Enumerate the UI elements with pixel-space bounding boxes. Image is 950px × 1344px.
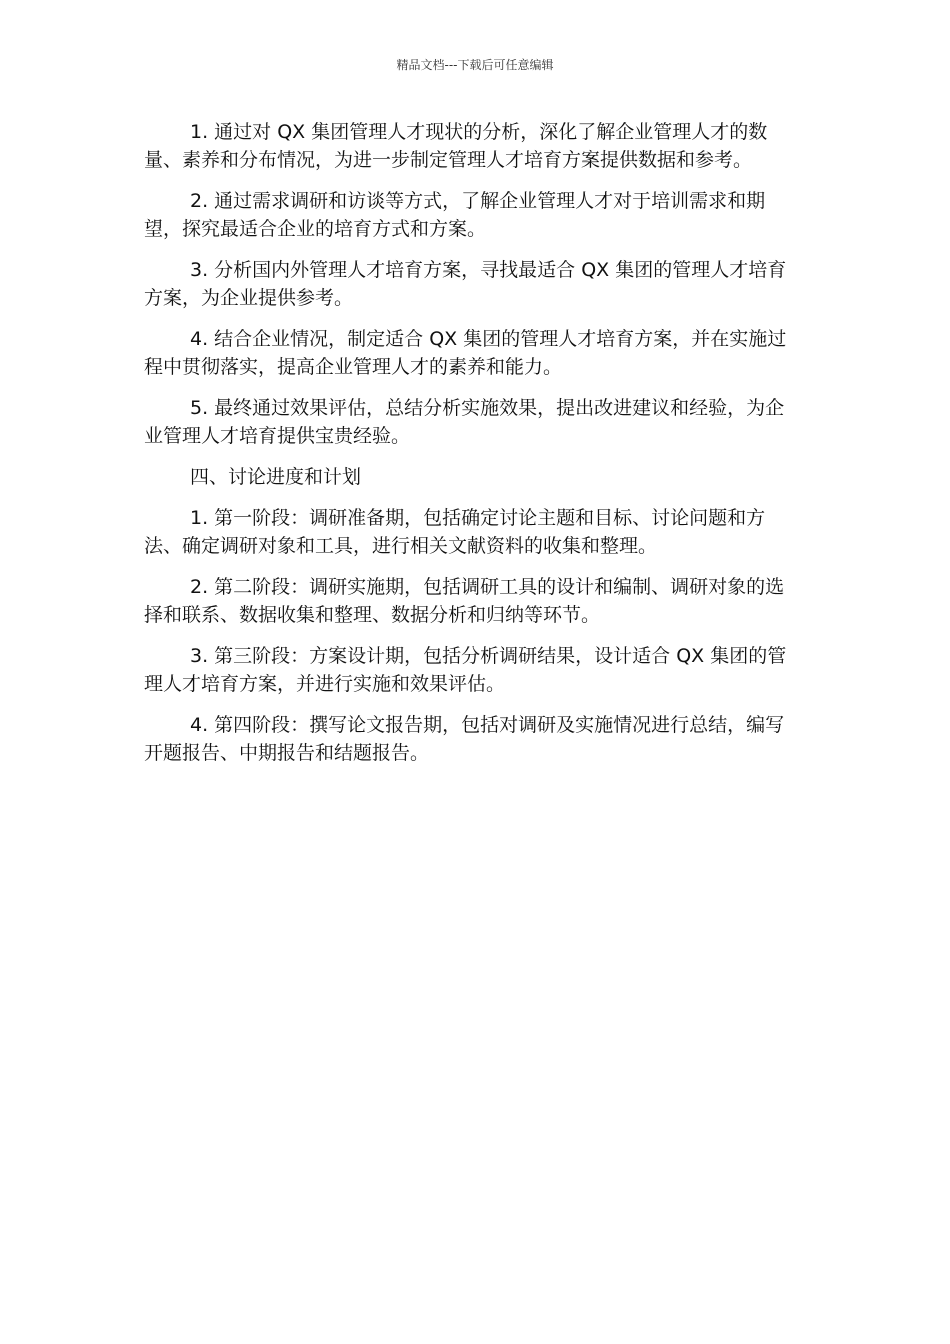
paragraph-stage-3: 3. 第三阶段：方案设计期，包括分析调研结果，设计适合 QX 集团的管理人才培育方案，并进行实施和效果评估。 bbox=[144, 645, 787, 695]
document-body bbox=[144, 118, 800, 780]
section-heading-schedule: 四、讨论进度和计划 bbox=[190, 466, 362, 488]
paragraph-objective-4: 4. 结合企业情况，制定适合 QX 集团的管理人才培育方案，并在实施过程中贯彻落实，提高企业管理人才的素养和能力。 bbox=[144, 328, 787, 378]
paragraph-stage-1: 1. 第一阶段：调研准备期，包括确定讨论主题和目标、讨论问题和方法、确定调研对象和工具，进行相关文献资料的收集和整理。 bbox=[144, 507, 766, 557]
paragraph-objective-1: 1. 通过对 QX 集团管理人才现状的分析，深化了解企业管理人才的数量、素养和分布情况，为进一步制定管理人才培育方案提供数据和参考。 bbox=[144, 121, 768, 171]
paragraph-objective-5: 5. 最终通过效果评估，总结分析实施效果，提出改进建议和经验，为企业管理人才培育提供宝贵经验。 bbox=[144, 397, 785, 447]
paragraph-objective-2: 2. 通过需求调研和访谈等方式，了解企业管理人才对于培训需求和期望，探究最适合企业的培育方式和方案。 bbox=[144, 190, 766, 240]
paragraph-stage-2: 2. 第二阶段：调研实施期，包括调研工具的设计和编制、调研对象的选择和联系、数据收集和整理、数据分析和归纳等环节。 bbox=[144, 576, 785, 626]
page-header: 精品文档---下载后可任意编辑 bbox=[396, 58, 554, 72]
paragraph-stage-4: 4. 第四阶段：撰写论文报告期，包括对调研及实施情况进行总结，编写开题报告、中期报告和结题报告。 bbox=[144, 714, 785, 764]
paragraph-objective-3: 3. 分析国内外管理人才培育方案，寻找最适合 QX 集团的管理人才培育方案，为企业提供参考。 bbox=[144, 259, 787, 309]
